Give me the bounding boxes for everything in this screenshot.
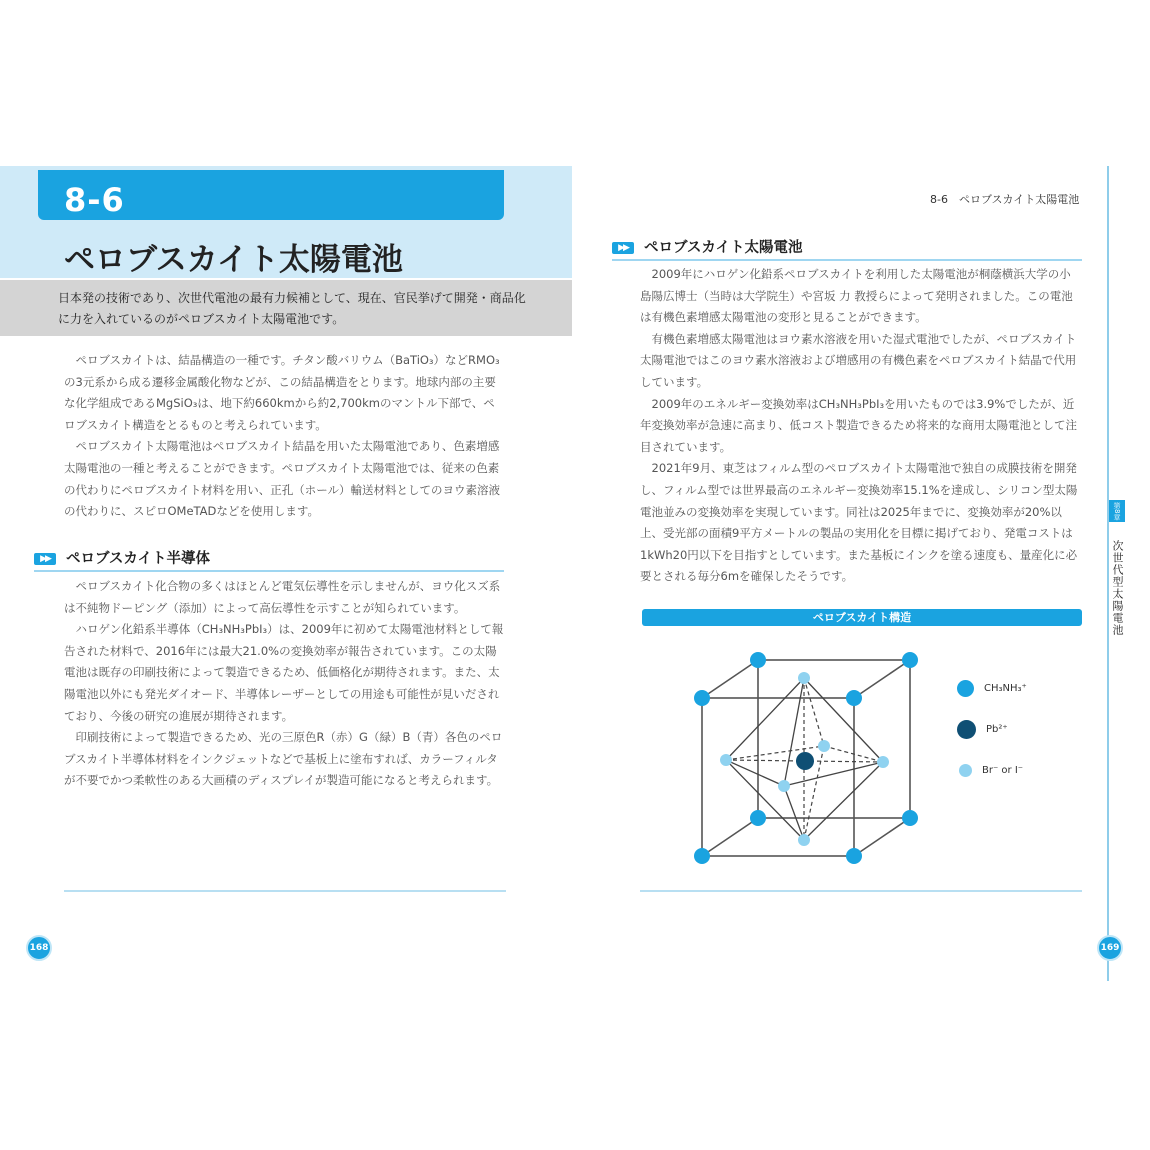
a-site-ion (750, 810, 766, 826)
legend-swatch (957, 680, 974, 697)
a-site-ion (750, 652, 766, 668)
side-chapter-tab: 第8章 (1109, 500, 1125, 522)
a-site-ion (846, 848, 862, 864)
subheading-text: ペロブスカイト半導体 (66, 551, 210, 567)
a-site-ion (694, 848, 710, 864)
subheading-semiconductor (34, 547, 504, 572)
right-bottom-rule (640, 890, 1082, 892)
paragraph: ペロブスカイト太陽電池はペロブスカイト結晶を用いた太陽電池であり、色素増感太陽電池の一種と考えることができます。ペロブスカイト太陽電池では、従来の色素の代わりにペロブスカイト材料を用い、正孔（ホール）輸送材料としてのヨウ素溶液の代わりに、スピロOMeTADなどを使用します。 (64, 439, 500, 519)
figure-title-bar: ペロブスカイト構造 (642, 609, 1082, 626)
left-body-text (64, 350, 506, 523)
halide-ion (798, 834, 810, 846)
paragraph: ペロブスカイトは、結晶構造の一種です。チタン酸バリウム（BaTiO₃）などRMO₃の3元系から成る遷移金属酸化物などが、この結晶構造をとります。地球内部の主要な化学組成であるMgSiO₃は、地下約660kmから約2,700kmのマントル下部で、ペロブスカイト構造をとるものと考えられています。 (64, 353, 500, 432)
page-number-right: 169 (1097, 935, 1123, 961)
left-bottom-rule (64, 890, 506, 892)
page-title: ペロブスカイト太陽電池 (64, 242, 403, 278)
lead-text: 日本発の技術であり、次世代電池の最有力候補として、現在、官民挙げて開発・商品化に力を入れているのがペロブスカイト太陽電池です。 (58, 291, 526, 326)
halide-ion (818, 740, 830, 752)
legend-item (957, 720, 1008, 739)
perovskite-structure-diagram (680, 640, 940, 875)
legend-label: Br⁻ or I⁻ (982, 765, 1024, 776)
paragraph: ペロブスカイト化合物の多くはほとんど電気伝導性を示しませんが、ヨウ化スズ系は不純物ドーピング（添加）によって高伝導性を示すことが知られています。 (64, 579, 501, 615)
paragraph: 2009年にハロゲン化鉛系ペロブスカイトを利用した太陽電池が桐蔭横浜大学の小島陽広博士（当時は大学院生）や宮坂 力 教授らによって発明されました。この電池は有機色素増感太陽電池の変形と見ることができます。 (640, 267, 1073, 325)
page-number-left: 168 (26, 935, 52, 961)
right-body-text (640, 264, 1082, 588)
left-sub-body-text (64, 576, 506, 792)
paragraph: 2021年9月、東芝はフィルム型のペロブスカイト太陽電池で独自の成膜技術を開発し、フィルム型では世界最高のエネルギー変換効率15.1%を達成し、シリコン型太陽電池並みの変換効率を実現しています。同社は2025年までに、変換効率が20%以上、受光部の面積9平方メートルの製品の実用化を目標に掲げており、発電コストは1kWh20円以下を目指すとしています。また基板にインクを塗る速度も、量産化に必要とされる毎分6mを確保したそうです。 (640, 461, 1078, 584)
halide-ion (720, 754, 732, 766)
a-site-ion (694, 690, 710, 706)
section-number: 8-6 (64, 181, 125, 219)
legend-label: CH₃NH₃⁺ (984, 683, 1027, 694)
paragraph: 印刷技術によって製造できるため、光の三原色R（赤）G（緑）B（青）各色のペロブスカイト半導体材料をインクジェットなどで基板上に塗布すれば、カラーフィルタが不要でかつ柔軟性のある大画積のディスプレイが製造可能になると考えられます。 (64, 730, 503, 788)
halide-ion (798, 672, 810, 684)
legend-swatch (959, 764, 972, 777)
subheading-marker-icon: ▶▶ (612, 242, 634, 254)
lead-box (0, 280, 572, 336)
a-site-ion (846, 690, 862, 706)
subheading-perovskite-cell (612, 236, 1082, 261)
subheading-marker-icon: ▶▶ (34, 553, 56, 565)
legend-item (957, 764, 1023, 777)
side-chapter-title: 次世代型太陽電池 (1111, 540, 1124, 636)
a-site-ion (902, 652, 918, 668)
running-header: 8-6 ペロブスカイト太陽電池 (930, 193, 1080, 206)
legend-label: Pb²⁺ (986, 724, 1008, 735)
legend-item (957, 680, 1027, 697)
halide-ion (877, 756, 889, 768)
paragraph: 有機色素増感太陽電池はヨウ素水溶液を用いた湿式電池でしたが、ペロブスカイト太陽電池ではこのヨウ素水溶液および増感用の有機色素をペロブスカイト結晶で代用しています。 (640, 331, 1077, 389)
b-site-ion (796, 752, 814, 770)
legend-swatch (957, 720, 976, 739)
paragraph: ハロゲン化鉛系半導体（CH₃NH₃PbI₃）は、2009年に初めて太陽電池材料として報告された材料で、2016年には最大21.0%の変換効率が報告されています。この太陽電池は既存の印刷技術によって製造できるため、低価格化が期待されます。また、太陽電池以外にも発光ダイオード、半導体レーザーとしての用途も可能性が見いだされており、今後の研究の進展が期待されます。 (64, 622, 504, 723)
a-site-ion (902, 810, 918, 826)
subheading-text: ペロブスカイト太陽電池 (644, 240, 803, 256)
halide-ion (778, 780, 790, 792)
paragraph: 2009年のエネルギー変換効率はCH₃NH₃PbI₃を用いたものでは3.9%でしたが、近年変換効率が急速に高まり、低コスト製造できるため将来的な商用太陽電池として注目されています。 (640, 396, 1077, 454)
